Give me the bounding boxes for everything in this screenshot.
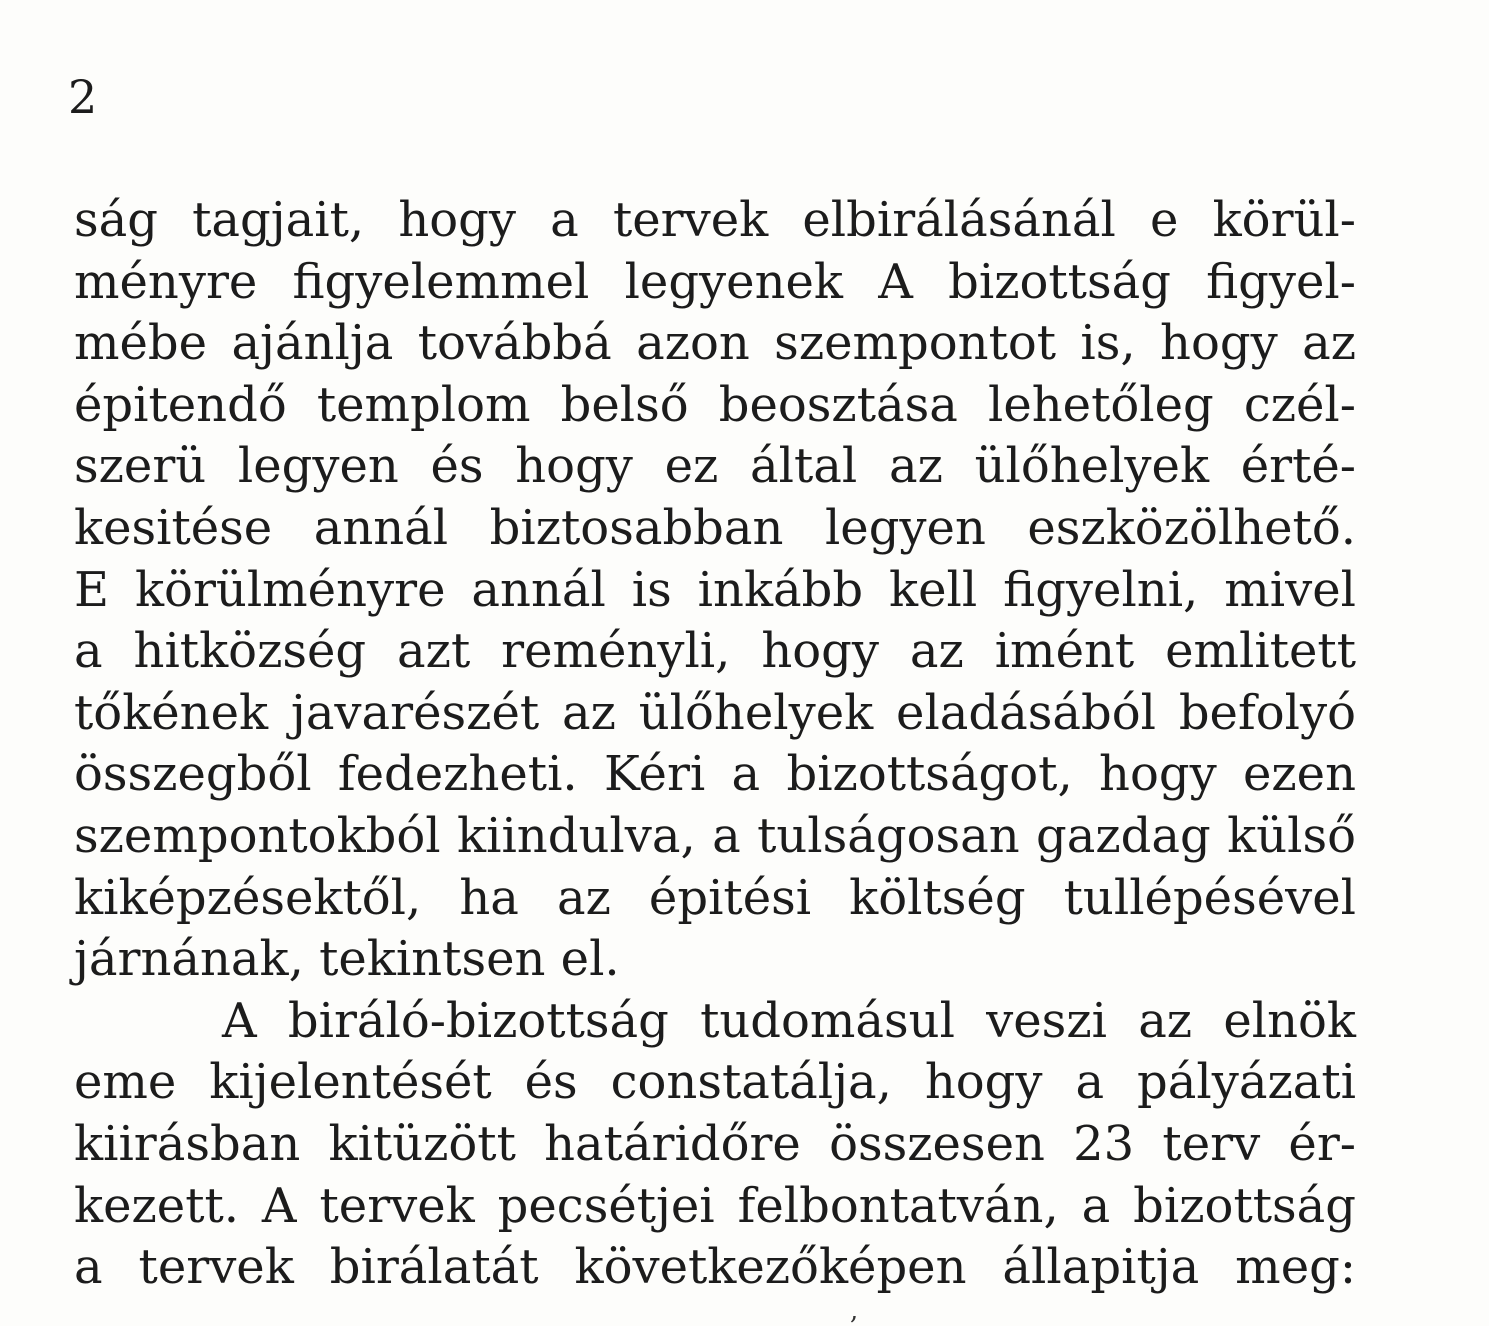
paragraph-end-line: járnának, tekintsen el. xyxy=(74,931,620,988)
text-line: ményre figyelemmel legyenek A bizottság figyel- xyxy=(74,253,1356,310)
text-line: kezett. A tervek pecsétjei felbontatván, a bizottság xyxy=(74,1177,1356,1234)
text-line: E körülményre annál is inkább kell figyelni, mivel xyxy=(74,561,1356,618)
text-line: mébe ajánlja továbbá azon szempontot is, hogy az xyxy=(74,315,1356,372)
text-line: ság tagjait, hogy a tervek elbirálásánál e körül- xyxy=(74,192,1356,248)
page-number: 2 xyxy=(68,70,98,124)
paragraph-start-line: A biráló-bizottság tudomásul veszi az elnök xyxy=(222,992,1356,1049)
text-line: szempontokból kiindulva, a tulságosan gazdag külső xyxy=(74,807,1356,864)
text-line: eme kijelentését és constatálja, hogy a pályázati xyxy=(74,1054,1356,1111)
text-line: kiképzésektől, ha az épitési költség tullépésével xyxy=(74,869,1356,926)
stray-mark: , xyxy=(850,1296,859,1326)
text-line: szerü legyen és hogy ez által az ülőhelyek érté- xyxy=(74,438,1356,495)
text-line: kiirásban kitüzött határidőre összesen 23 terv ér- xyxy=(74,1115,1356,1172)
text-line: a tervek birálatát következőképen állapitja meg: xyxy=(74,1239,1356,1296)
text-line: épitendő templom belső beosztása lehetőleg czél- xyxy=(74,376,1356,433)
body-text xyxy=(74,190,1356,1299)
text-line: kesitése annál biztosabban legyen eszközölhető. xyxy=(74,499,1356,556)
text-line: a hitközség azt reményli, hogy az imént emlitett xyxy=(74,623,1356,680)
text-line: összegből fedezheti. Kéri a bizottságot, hogy ezen xyxy=(74,746,1356,803)
text-line: tőkének javarészét az ülőhelyek eladásából befolyó xyxy=(74,684,1356,741)
